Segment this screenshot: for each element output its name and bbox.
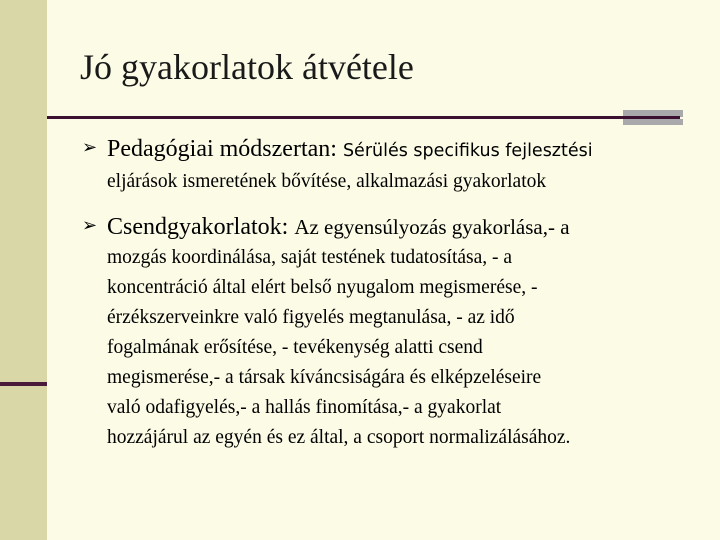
bullet-term: Csendgyakorlatok: (107, 214, 289, 240)
bullet-term: Pedagógiai módszertan: (107, 136, 337, 162)
side-accent-line (0, 382, 47, 386)
bullet-text: hozzájárul az egyén és ez által, a csoport normalizálásához. (107, 427, 571, 448)
bullet-item-silence-exercises (82, 211, 690, 453)
slide-title: Jó gyakorlatok átvétele (80, 47, 414, 87)
title-underline (47, 116, 680, 119)
bullet-first-line (107, 211, 690, 243)
bullet-text: fogalmának erősítése, - tevékenység alatti csend (107, 337, 483, 358)
bullet-text: Az egyensúlyozás gyakorlása,- a (294, 215, 570, 239)
bullet-text: megismerése,- a társak kíváncsiságára és elképzeléseire (107, 367, 542, 388)
bullet-text: Sérülés specifikus fejlesztési (342, 141, 593, 161)
bullet-item-pedagogy (82, 133, 690, 197)
arrow-bullet-icon: ➢ (82, 215, 98, 236)
bullet-text: koncentráció által elért belső nyugalom megismerése, - (107, 277, 538, 298)
bullet-text: eljárások ismeretének bővítése, alkalmazási gyakorlatok (107, 171, 547, 192)
side-decoration-bar (0, 0, 47, 540)
arrow-bullet-icon: ➢ (82, 137, 98, 158)
bullet-list (82, 133, 690, 467)
title-rule-end-lower (623, 119, 683, 125)
bullet-text: mozgás koordinálása, saját testének tudatosítása, - a (107, 247, 513, 268)
bullet-text: érzékszerveinkre való figyelés megtanulása, - az idő (107, 307, 515, 328)
bullet-text: való odafigyelés,- a hallás finomítása,- a gyakorlat (107, 397, 502, 418)
bullet-first-line (107, 133, 690, 167)
